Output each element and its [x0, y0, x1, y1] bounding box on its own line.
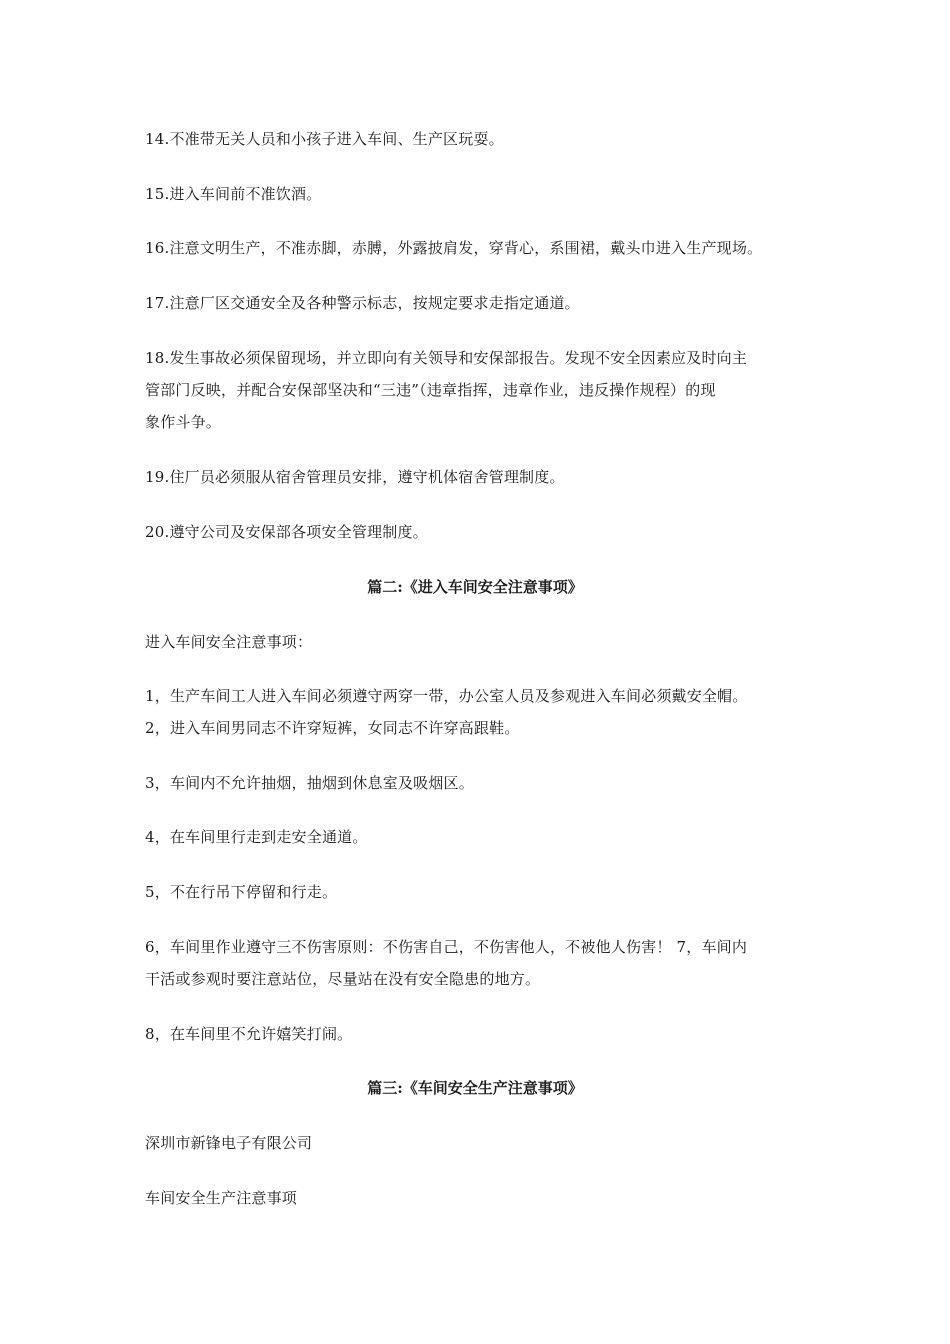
rule-20: 20.遵守公司及安保部各项安全管理制度。: [145, 523, 428, 541]
section-3-title: 车间安全生产注意事项: [145, 1189, 298, 1207]
item-6-line-1: 6，车间里作业遵守三不伤害原则：不伤害自己，不伤害他人，不被他人伤害！ 7，车间内: [145, 938, 748, 956]
rule-16: 16.注意文明生产，不准赤脚，赤膊，外露披肩发，穿背心，系围裙，戴头巾进入生产现场。: [145, 239, 763, 257]
rule-18-line-2: 管部门反映，并配合安保部坚决和“三违”（违章指挥，违章作业，违反操作规程）的现: [145, 381, 716, 399]
company-name: 深圳市新锋电子有限公司: [145, 1134, 313, 1152]
item-8: 8，在车间里不允许嬉笑打闹。: [145, 1025, 353, 1043]
rule-19: 19.住厂员必须服从宿舍管理员安排，遵守机体宿舍管理制度。: [145, 468, 565, 486]
section-heading-2: 篇二:《进入车间安全注意事项》: [367, 578, 583, 596]
item-6-line-2: 干活或参观时要注意站位，尽量站在没有安全隐患的地方。: [145, 970, 541, 988]
item-4: 4，在车间里行走到走安全通道。: [145, 828, 368, 846]
rule-18-line-3: 象作斗争。: [145, 413, 222, 431]
section-heading-3: 篇三:《车间安全生产注意事项》: [367, 1079, 583, 1097]
item-1: 1，生产车间工人进入车间必须遵守两穿一带，办公室人员及参观进入车间必须戴安全帽。: [145, 687, 748, 705]
item-5: 5，不在行吊下停留和行走。: [145, 883, 338, 901]
rule-15: 15.进入车间前不准饮酒。: [145, 185, 322, 203]
rule-14: 14.不准带无关人员和小孩子进入车间、生产区玩耍。: [145, 130, 504, 148]
item-3: 3，车间内不允许抽烟，抽烟到休息室及吸烟区。: [145, 774, 474, 792]
rule-18-line-1: 18.发生事故必须保留现场，并立即向有关领导和安保部报告。发现不安全因素应及时向主: [145, 349, 748, 367]
item-2: 2，进入车间男同志不许穿短裤，女同志不许穿高跟鞋。: [145, 719, 520, 737]
rule-17: 17.注意厂区交通安全及各种警示标志，按规定要求走指定通道。: [145, 294, 580, 312]
section-2-intro: 进入车间安全注意事项：: [145, 633, 313, 651]
